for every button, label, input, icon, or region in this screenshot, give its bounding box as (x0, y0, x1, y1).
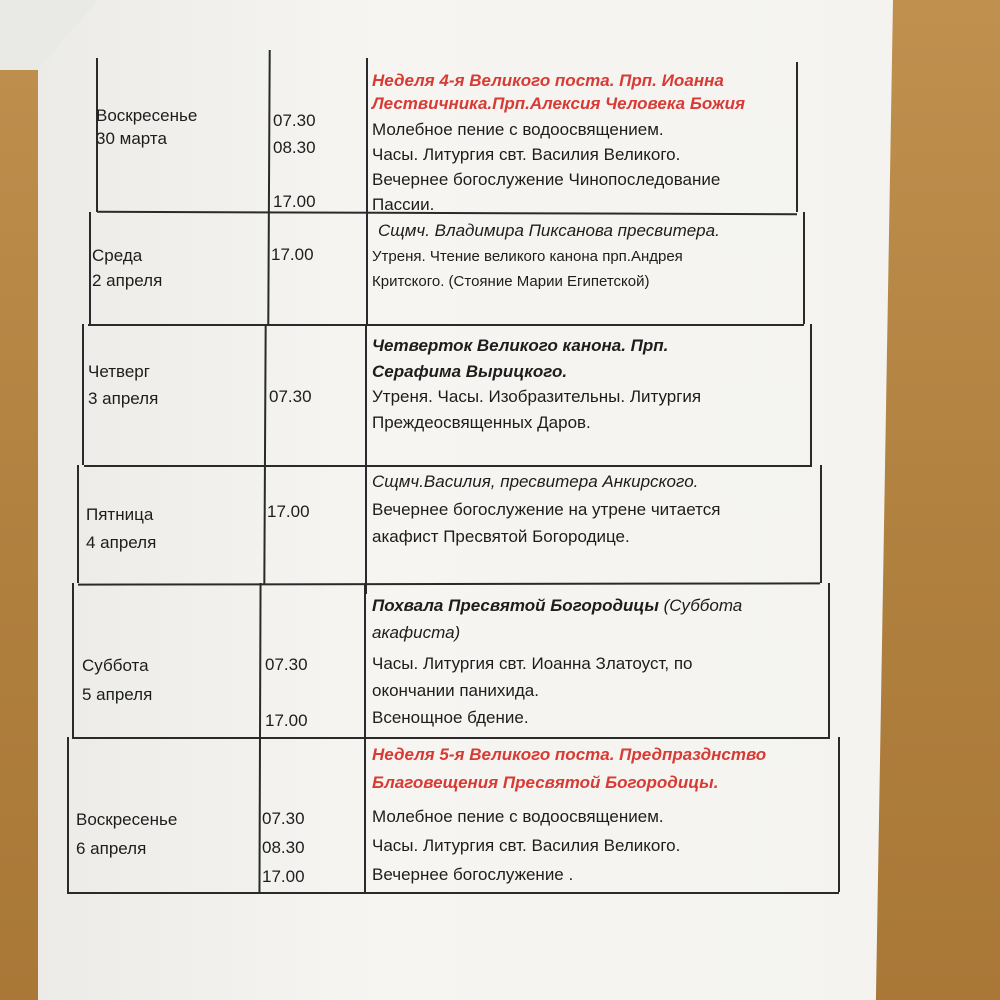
table-rule (267, 50, 270, 325)
event-description: Часы. Литургия свт. Иоанна Златоуст, по окончании панихида. Всенощное бдение. (372, 654, 693, 727)
event-description: Утреня. Часы. Изобразительны. Литургия Преждеосвященных Даров. (372, 387, 702, 432)
time-cell: 17.00 (271, 245, 314, 264)
day-cell: Среда 2 апреля (92, 246, 163, 290)
event-title: Сщмч.Василия, пресвитера Анкирского. (372, 472, 699, 491)
day-cell: Воскресенье 30 марта (96, 106, 198, 148)
time-cell: 07.30 08.30 17.00 (262, 809, 305, 886)
time-cell: 17.00 (267, 502, 310, 521)
time-cell: 07.30 08.30 17.00 (273, 111, 316, 211)
event-description: Молебное пение с водоосвящением. Часы. Литургия свт. Василия Великого. Вечернее богослужение . (372, 807, 681, 884)
table-rule (84, 465, 812, 467)
table-rule (67, 737, 69, 892)
table-rule (78, 582, 820, 585)
table-rule (72, 737, 830, 739)
event-title: Неделя 4-я Великого поста. Прп. Иоанна Лествичника.Прп.Алексия Человека Божия (372, 71, 745, 113)
table-rule (810, 324, 812, 465)
event-title-main: Похвала Пресвятой Богородицы (372, 596, 659, 615)
time-cell: 07.30 17.00 (265, 655, 308, 730)
event-description: Утреня. Чтение великого канона прп.Андрея Критского. (Стояние Марии Египетской) (372, 248, 683, 290)
event-title-suffix: (Суббота акафиста) (372, 596, 743, 642)
day-cell: Суббота 5 апреля (82, 656, 153, 704)
table-rule (77, 465, 79, 583)
table-rule (364, 583, 366, 893)
table-rule (89, 212, 91, 324)
table-rule (72, 583, 74, 737)
table-rule (365, 324, 367, 594)
day-cell: Воскресенье 6 апреля (76, 810, 178, 858)
table-rule (803, 212, 805, 324)
event-description: Молебное пение с водоосвящением. Часы. Литургия свт. Василия Великого. Вечернее богослужение Чинопоследование Пассии. (372, 120, 721, 214)
table-rule (796, 62, 798, 212)
event-description: Вечернее богослужение на утрене читается акафист Пресвятой Богородице. (372, 500, 721, 546)
table-rule (838, 737, 840, 892)
table-rule (88, 324, 804, 326)
time-cell: 07.30 (269, 387, 312, 406)
table-rule (366, 58, 368, 325)
table-rule (820, 465, 822, 583)
table-rule (67, 892, 839, 894)
table-rule (263, 324, 266, 584)
event-title (372, 592, 812, 646)
table-rule (828, 583, 830, 737)
table-rule (82, 324, 84, 465)
day-cell: Пятница 4 апреля (86, 505, 157, 552)
event-title: Сщмч. Владимира Пиксанова пресвитера. (378, 221, 720, 240)
event-title: Неделя 5-я Великого поста. Предпразднство Благовещения Пресвятой Богородицы. (372, 745, 767, 792)
day-cell: Четверг 3 апреля (88, 362, 159, 408)
event-title: Четверток Великого канона. Прп. Серафима Вырицкого. (372, 336, 669, 381)
